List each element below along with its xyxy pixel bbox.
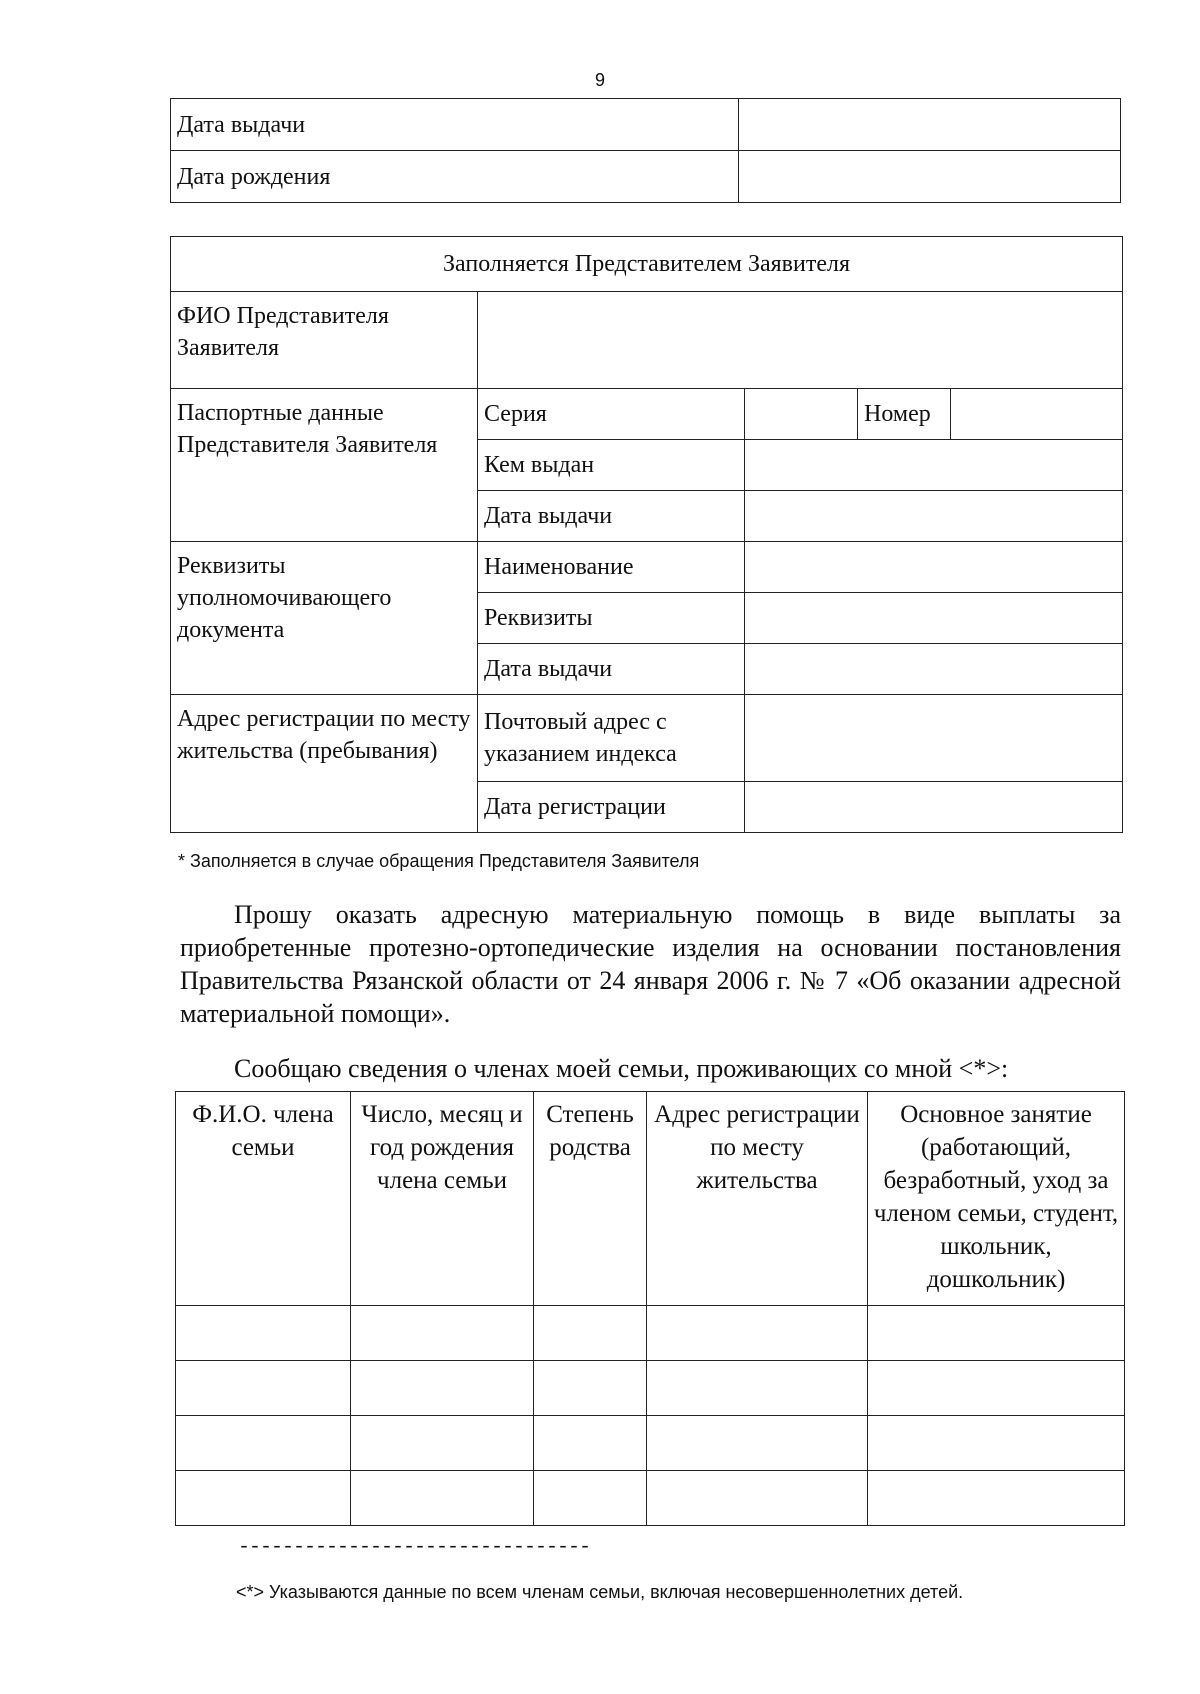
rep-number-field[interactable]	[951, 389, 1123, 440]
family-cell[interactable]	[176, 1416, 351, 1471]
col-header-occupation: Основное занятие (работающий, безработный, уход за членом семьи, студент, школьник, дошкольник)	[868, 1092, 1125, 1306]
family-cell[interactable]	[534, 1361, 647, 1416]
family-cell[interactable]	[647, 1361, 868, 1416]
authdoc-req-field[interactable]	[745, 593, 1123, 644]
table-row	[171, 151, 1121, 203]
family-footnote: <*> Указываются данные по всем членам семьи, включая несовершеннолетних детей.	[236, 1582, 964, 1602]
col-header-relation: Степень родства	[534, 1092, 647, 1306]
footnote-separator: --------------------------------	[238, 1536, 591, 1559]
rep-fio-field[interactable]	[478, 292, 1123, 389]
table-row	[171, 542, 1123, 593]
family-cell[interactable]	[868, 1416, 1125, 1471]
family-cell[interactable]	[176, 1306, 351, 1361]
applicant-document-table	[170, 98, 1121, 203]
authdoc-name-field[interactable]	[745, 542, 1123, 593]
postal-field[interactable]	[745, 695, 1123, 782]
family-cell[interactable]	[176, 1361, 351, 1416]
rep-number-label: Номер	[858, 389, 951, 440]
rep-issued-by-label: Кем выдан	[478, 440, 745, 491]
birth-date-field[interactable]	[739, 151, 1121, 203]
rep-series-field[interactable]	[745, 389, 858, 440]
representative-table-header: Заполняется Представителем Заявителя	[171, 237, 1123, 292]
postal-label: Почтовый адрес с указанием индекса	[478, 695, 745, 782]
rep-series-label: Серия	[478, 389, 745, 440]
family-cell[interactable]	[868, 1306, 1125, 1361]
family-cell[interactable]	[534, 1306, 647, 1361]
family-cell[interactable]	[534, 1471, 647, 1526]
table-row	[176, 1306, 1125, 1361]
rep-passport-label: Паспортные данные Представителя Заявителя	[171, 389, 478, 542]
authdoc-label: Реквизиты уполномочивающего документа	[171, 542, 478, 695]
authdoc-date-label: Дата выдачи	[478, 644, 745, 695]
reg-date-label: Дата регистрации	[478, 782, 745, 833]
table-row	[176, 1361, 1125, 1416]
family-members-table	[175, 1091, 1125, 1526]
family-cell[interactable]	[868, 1361, 1125, 1416]
table-row	[171, 99, 1121, 151]
table-row	[176, 1471, 1125, 1526]
family-cell[interactable]	[351, 1361, 534, 1416]
representative-table	[170, 236, 1123, 833]
representative-footnote: * Заполняется в случае обращения Представителя Заявителя	[178, 851, 700, 871]
reg-date-field[interactable]	[745, 782, 1123, 833]
family-cell[interactable]	[351, 1416, 534, 1471]
rep-issue-date-label: Дата выдачи	[478, 491, 745, 542]
request-paragraph: Прошу оказать адресную материальную помощь в виде выплаты за приобретенные протезно-ортопедические изделия на основании постановления Правительства Рязанской области от 24 января 2006 г. № 7 «Об оказании адресной материальной помощи».	[180, 900, 1121, 1028]
table-row	[171, 695, 1123, 782]
col-header-address: Адрес регистрации по месту жительства	[647, 1092, 868, 1306]
table-row	[171, 237, 1123, 292]
authdoc-req-label: Реквизиты	[478, 593, 745, 644]
family-cell[interactable]	[351, 1471, 534, 1526]
family-cell[interactable]	[534, 1416, 647, 1471]
authdoc-name-label: Наименование	[478, 542, 745, 593]
rep-fio-label: ФИО Представителя Заявителя	[171, 292, 478, 389]
family-cell[interactable]	[351, 1306, 534, 1361]
birth-date-label: Дата рождения	[171, 151, 739, 203]
table-row	[171, 292, 1123, 389]
col-header-fio: Ф.И.О. члена семьи	[176, 1092, 351, 1306]
family-cell[interactable]	[647, 1471, 868, 1526]
family-cell[interactable]	[647, 1306, 868, 1361]
issue-date-label: Дата выдачи	[171, 99, 739, 151]
family-cell[interactable]	[647, 1416, 868, 1471]
rep-issued-by-field[interactable]	[745, 440, 1123, 491]
authdoc-date-field[interactable]	[745, 644, 1123, 695]
table-row	[171, 389, 1123, 440]
table-header-row	[176, 1092, 1125, 1306]
rep-issue-date-field[interactable]	[745, 491, 1123, 542]
issue-date-field[interactable]	[739, 99, 1121, 151]
col-header-birthdate: Число, месяц и год рождения члена семьи	[351, 1092, 534, 1306]
family-cell[interactable]	[176, 1471, 351, 1526]
address-label: Адрес регистрации по месту жительства (пребывания)	[171, 695, 478, 833]
family-cell[interactable]	[868, 1471, 1125, 1526]
family-intro: Сообщаю сведения о членах моей семьи, проживающих со мной <*>:	[234, 1054, 1009, 1083]
page-number: 9	[594, 70, 605, 90]
table-row	[176, 1416, 1125, 1471]
